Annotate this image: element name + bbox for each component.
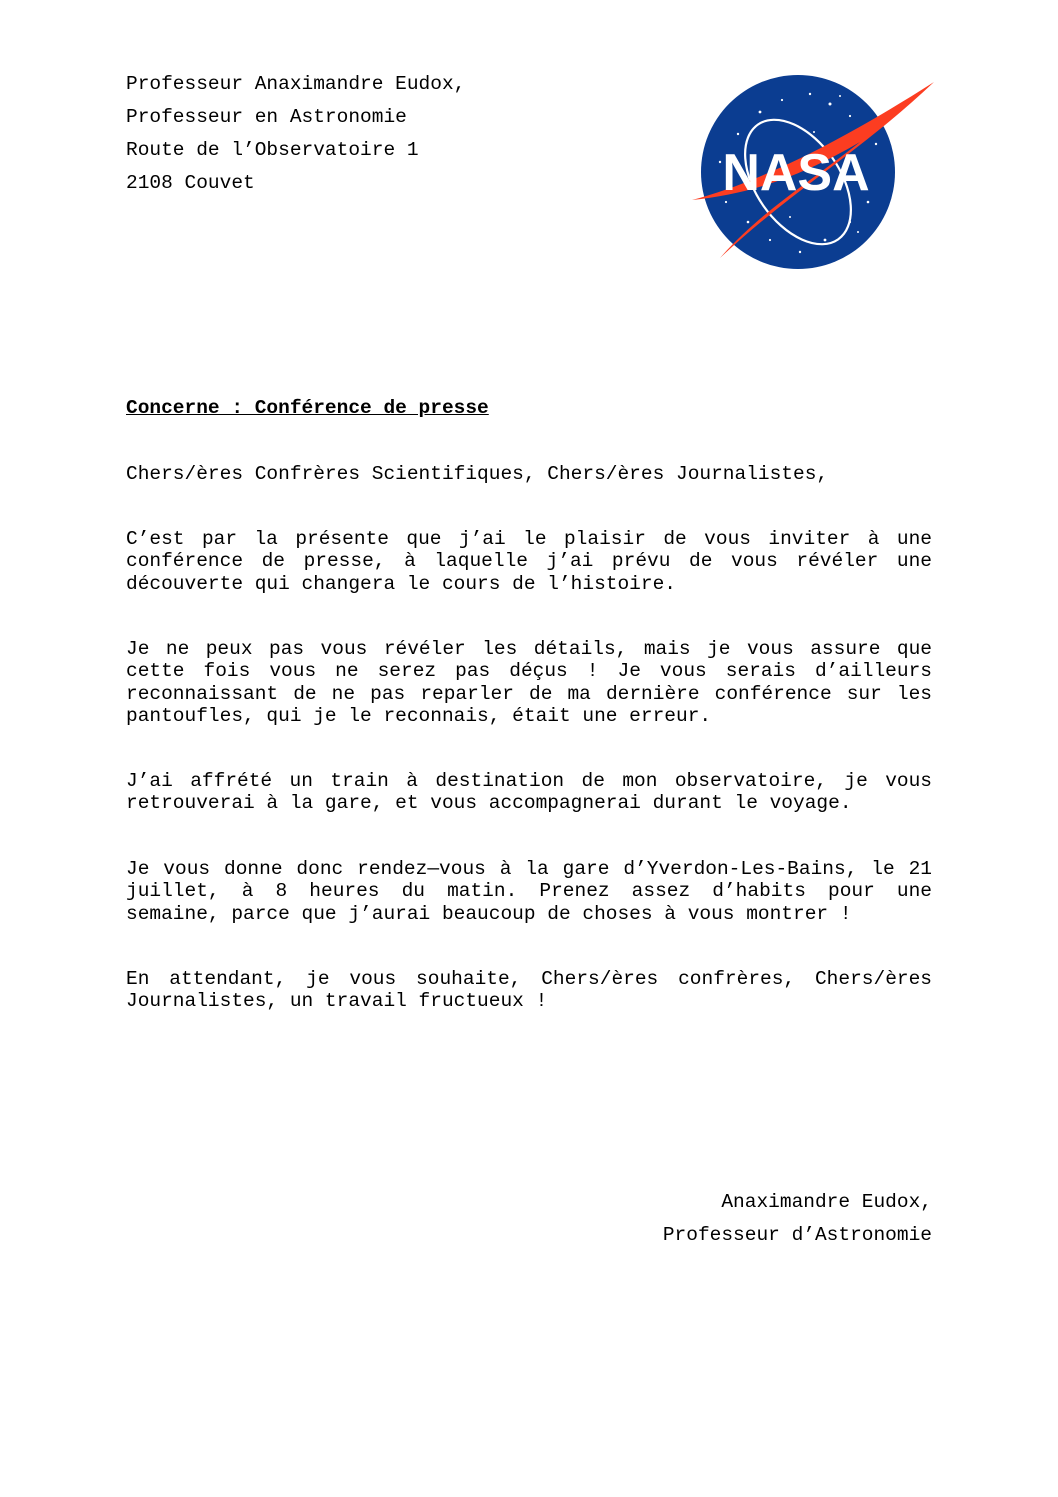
- salutation: Chers/ères Confrères Scientifiques, Chers/ères Journalistes,: [126, 463, 829, 485]
- paragraph-details: Je ne peux pas vous révéler les détails, mais je vous assure que cette fois vous ne serez pas déçus ! Je vous serais d’ailleurs reconnaissant de ne pas reparler de ma dernière conférence sur les pantoufles, qui je le reconnais, était une erreur.: [126, 638, 932, 728]
- sender-city: 2108 Couvet: [126, 172, 255, 194]
- nasa-logo: [690, 72, 936, 272]
- subject-line: Concerne : Conférence de presse: [126, 397, 489, 419]
- sender-title: Professeur en Astronomie: [126, 106, 407, 128]
- signature-title: Professeur d’Astronomie: [662, 1224, 932, 1246]
- sender-address: [126, 68, 465, 200]
- paragraph-meeting: Je vous donne donc rendez—vous à la gare d’Yverdon-Les-Bains, le 21 juillet, à 8 heures du matin. Prenez assez d’habits pour une semaine, parce que j’aurai beaucoup de choses à vous montrer !: [126, 858, 932, 925]
- signature-block: [560, 1186, 932, 1252]
- paragraph-train: J’ai affrété un train à destination de mon observatoire, je vous retrouverai à la gare, et vous accompagnerai durant le voyage.: [126, 770, 932, 815]
- paragraph-closing: En attendant, je vous souhaite, Chers/ères confrères, Chers/ères Journalistes, un travail fructueux !: [126, 968, 932, 1013]
- sender-street: Route de l’Observatoire 1: [126, 139, 419, 161]
- logo-wordmark: NASA: [722, 144, 870, 202]
- paragraph-invitation: C’est par la présente que j’ai le plaisir de vous inviter à une conférence de presse, à laquelle j’ai prévu de vous révéler une découverte qui changera le cours de l’histoire.: [126, 528, 932, 595]
- signature-name: Anaximandre Eudox,: [721, 1191, 932, 1213]
- sender-name: Professeur Anaximandre Eudox,: [126, 73, 466, 95]
